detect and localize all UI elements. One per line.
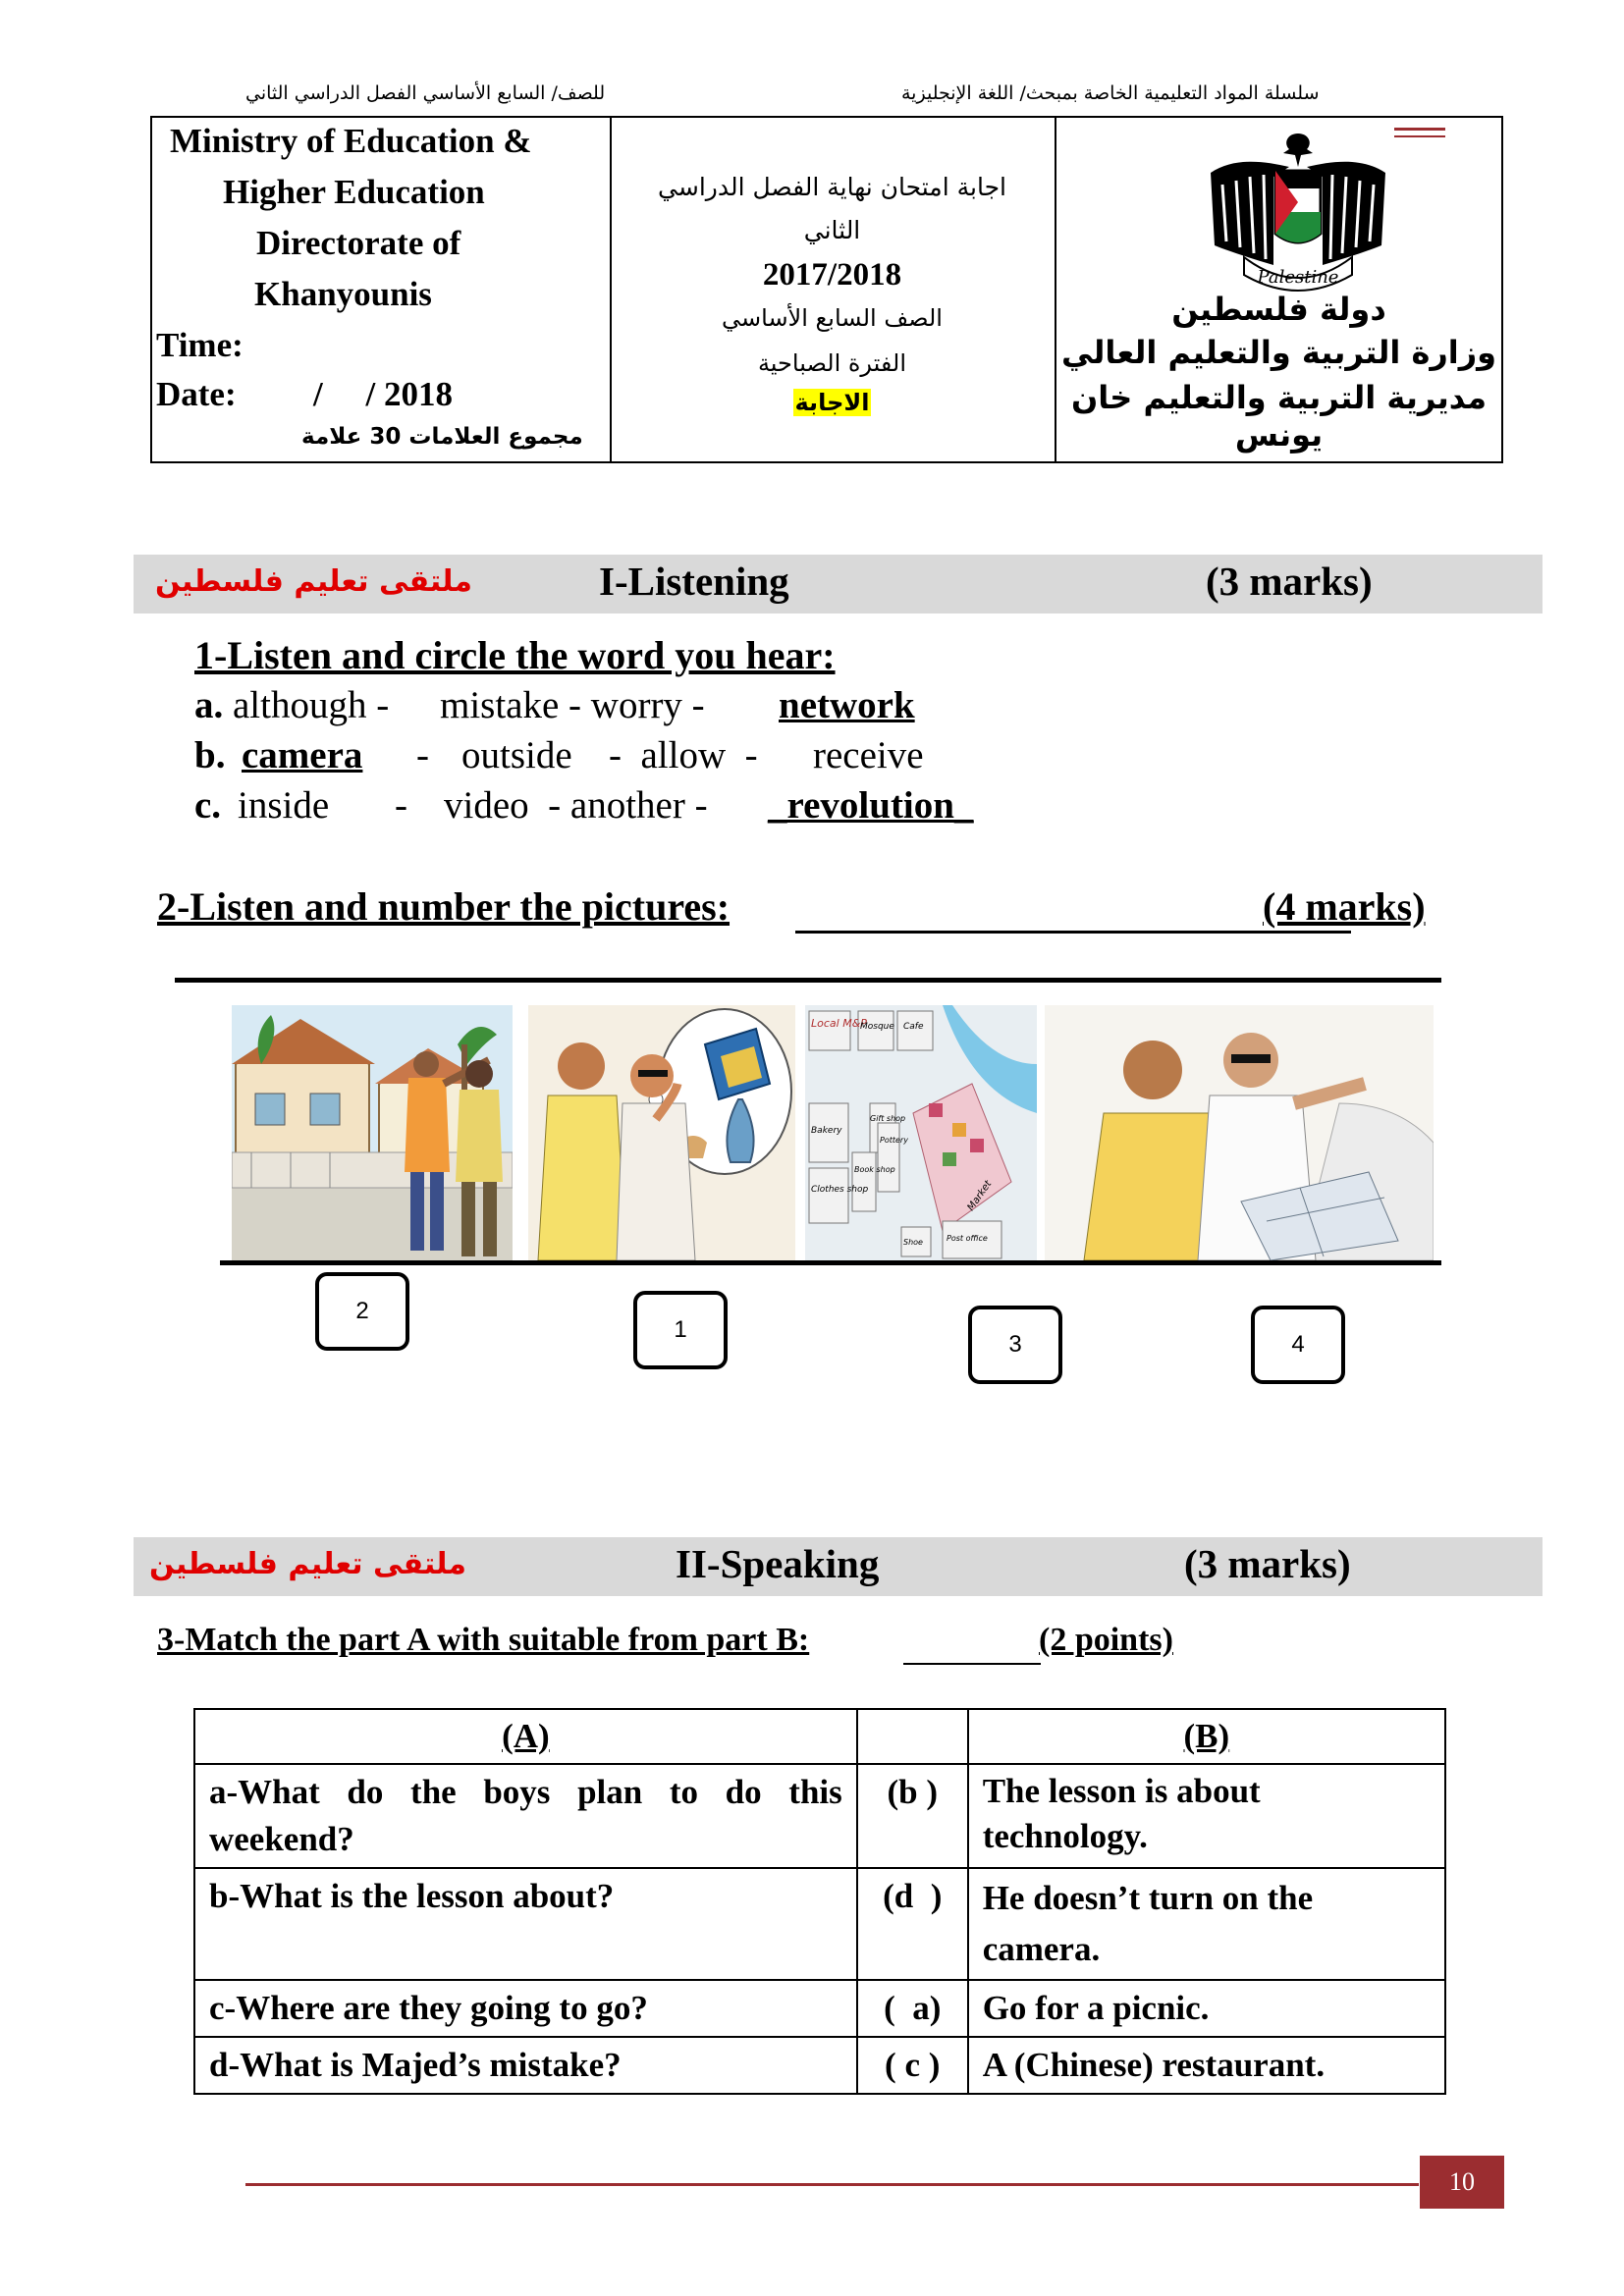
q1-b-word-receive: receive: [813, 734, 924, 776]
q1-letter-b: b.: [194, 734, 226, 776]
q2-title-rule: [795, 931, 1351, 934]
match-b-4: A (Chinese) restaurant.: [968, 2037, 1445, 2094]
date-value: / / 2018: [313, 375, 453, 413]
directorate-line-1: Directorate of: [256, 224, 461, 262]
header-table: [150, 116, 1503, 463]
map-label-shoe: Shoe: [903, 1238, 923, 1247]
table-row: [194, 1868, 1445, 1980]
q1-a-words: mistake - worry -: [440, 684, 705, 726]
q1-a-word-1: although -: [233, 684, 390, 726]
picture-street-scene: [232, 1005, 513, 1260]
picture-number-box-1[interactable]: 2: [315, 1272, 409, 1351]
site-name-speaking: ملتقى تعليم فلسطين: [149, 1547, 466, 1581]
exam-title-line-1: اجابة امتحان نهاية الفصل الدراسي: [658, 173, 1006, 201]
picture-number-box-2[interactable]: 1: [633, 1291, 728, 1369]
map-label-bakery: Bakery: [811, 1126, 842, 1136]
q1-c-word-inside: inside: [238, 784, 330, 827]
column-b-header: (B): [1183, 1717, 1230, 1755]
q1-c-answer: _revolution_: [768, 784, 974, 827]
exam-year: 2017/2018: [762, 257, 902, 293]
q1-b-sep-1: -: [416, 734, 429, 776]
map-label-market: Market: [965, 1178, 995, 1213]
table-row: [194, 1980, 1445, 2037]
listening-title: I-Listening: [599, 559, 789, 604]
ministry-line-2: Higher Education: [223, 173, 485, 211]
picture-souvenir-thought: [528, 1005, 795, 1260]
answer-key-b[interactable]: (d ): [857, 1868, 968, 1980]
ministry-line-1: Ministry of Education &: [170, 122, 532, 160]
pictures-bottom-rule: [220, 1260, 1441, 1265]
q1-b-word-allow: - allow -: [609, 734, 758, 776]
q2-title: 2-Listen and number the pictures:: [157, 884, 731, 929]
q1-letter-a: a.: [194, 684, 224, 726]
listening-section-band: [134, 555, 1543, 614]
q1-c-sep: -: [395, 784, 407, 827]
listening-marks: (3 marks): [1206, 559, 1373, 604]
column-a-header: (A): [502, 1717, 550, 1755]
question-a: a-What do the boys plan to do this weekend?: [194, 1764, 857, 1868]
pictures-top-rule: [175, 978, 1441, 983]
map-label-mosque: Mosque: [860, 1022, 894, 1032]
q3-title: 3-Match the part A with suitable from part B:: [157, 1622, 810, 1658]
q1-letter-c: c.: [194, 784, 222, 827]
match-b-3: Go for a picnic.: [968, 1980, 1445, 2037]
picture-number-box-3[interactable]: 3: [968, 1306, 1062, 1384]
q1-title: 1-Listen and circle the word you hear:: [194, 633, 836, 677]
q1-b-word-outside: outside: [461, 734, 572, 776]
emblem-text: Palestine: [1257, 267, 1339, 288]
q1-c-words: video - another -: [444, 784, 708, 827]
question-b: b-What is the lesson about?: [194, 1868, 857, 1980]
footer-rule: [245, 2183, 1419, 2186]
ministry-name-ar: وزارة التربية والتعليم العالي: [1060, 334, 1497, 371]
answer-key-c[interactable]: ( a): [857, 1980, 968, 2037]
date-label: Date:: [156, 375, 237, 413]
map-label-cafe: Cafe: [903, 1022, 924, 1032]
table-row: [194, 1764, 1445, 1868]
matching-table: [193, 1708, 1446, 2095]
palestine-eagle-emblem-icon: [1205, 128, 1391, 296]
match-b-1: The lesson is about technology.: [968, 1764, 1445, 1868]
q3-points: (2 points): [1039, 1622, 1173, 1658]
site-name: ملتقى تعليم فلسطين: [155, 564, 472, 599]
map-label-clothes: Clothes shop: [811, 1185, 869, 1195]
picture-number-box-4[interactable]: 4: [1251, 1306, 1345, 1384]
page-number: 10: [1420, 2156, 1504, 2209]
answer-label: الاجابة: [794, 389, 870, 416]
table-header-row: [194, 1709, 1445, 1764]
state-name: دولة فلسطين: [1171, 291, 1386, 328]
time-label: Time:: [156, 326, 244, 364]
map-label-gift: Gift shop: [870, 1114, 906, 1123]
question-d: d-What is Majed’s mistake?: [194, 2037, 857, 2094]
answer-key-d[interactable]: ( c ): [857, 2037, 968, 2094]
exam-title-line-2: الثاني: [803, 216, 861, 244]
total-marks: مجموع العلامات 30 علامة: [301, 424, 583, 450]
directorate-line-2: Khanyounis: [254, 275, 432, 313]
speaking-marks: (3 marks): [1184, 1541, 1351, 1586]
directorate-name-ar: مديرية التربية والتعليم خان يونس: [1070, 379, 1488, 454]
q1-b-answer: camera: [242, 734, 363, 776]
answer-key-a[interactable]: (b ): [857, 1764, 968, 1868]
speaking-title: II-Speaking: [676, 1541, 880, 1586]
match-b-2: He doesn’t turn on the camera.: [968, 1868, 1445, 1980]
running-header-left: للصف/ السابع الأساسي الفصل الدراسي الثاني: [245, 82, 606, 104]
running-header-right: سلسلة المواد التعليمية الخاصة بمبحث/ اللغة الإنجليزية: [901, 82, 1320, 104]
q2-marks: (4 marks): [1263, 884, 1426, 929]
question-c: c-Where are they going to go?: [194, 1980, 857, 2037]
map-label-pottery: Pottery: [880, 1136, 908, 1145]
q3-title-rule: [903, 1663, 1041, 1665]
q1-a-answer: network: [779, 684, 915, 726]
map-label-book: Book shop: [854, 1165, 895, 1174]
picture-men-with-map: [1045, 1005, 1434, 1260]
map-label-local: Local M&P: [811, 1017, 867, 1030]
map-label-post: Post office: [947, 1234, 988, 1243]
table-row: [194, 2037, 1445, 2094]
exam-period: الفترة الصباحية: [757, 349, 907, 377]
picture-town-map: [805, 1005, 1037, 1260]
speaking-section-band: [134, 1537, 1543, 1596]
exam-grade: الصف السابع الأساسي: [722, 304, 943, 332]
q1-row-a: [194, 683, 389, 727]
